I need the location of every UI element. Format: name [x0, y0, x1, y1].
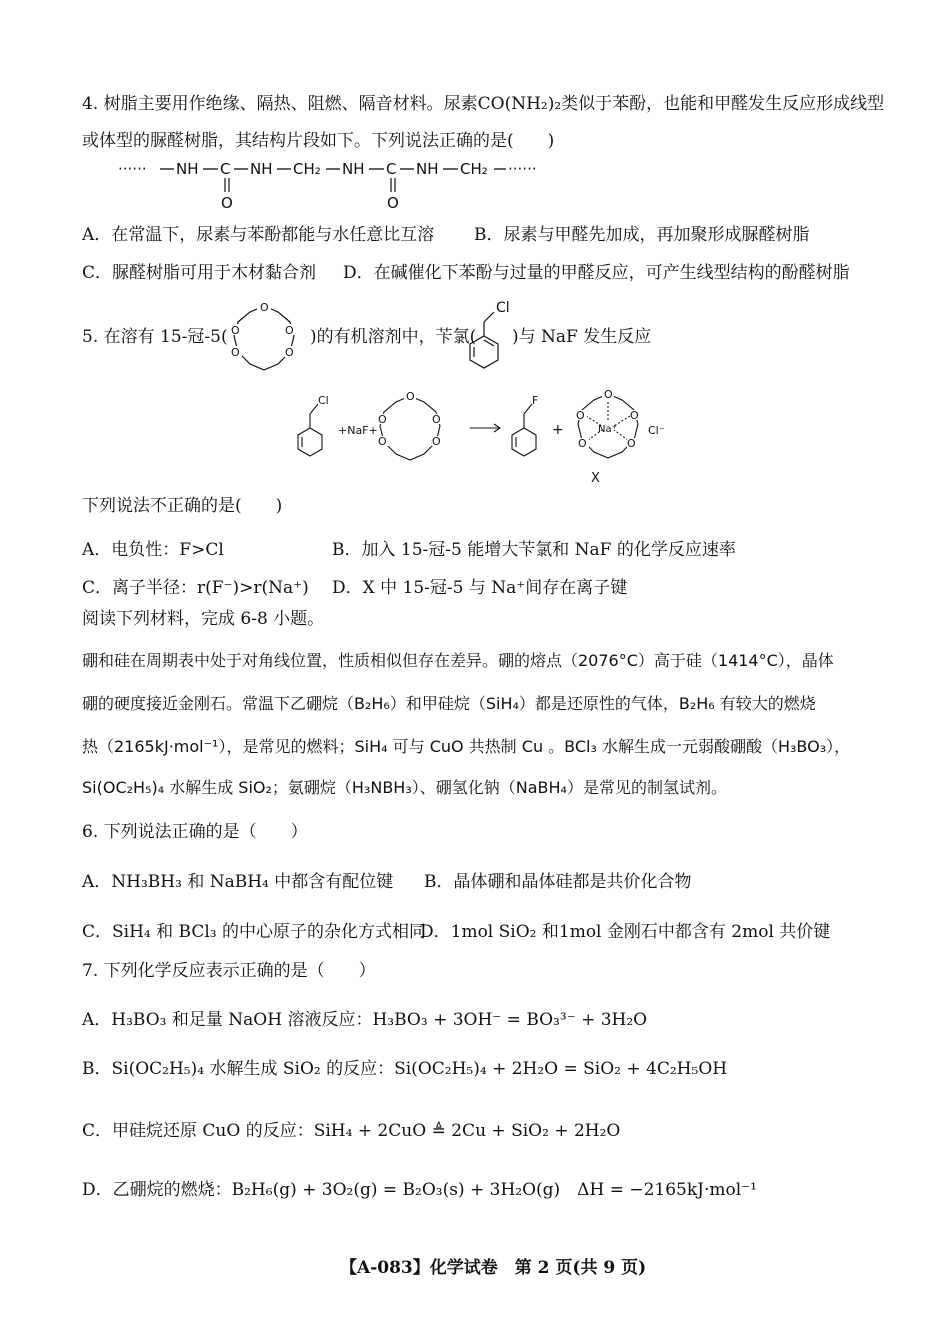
- scheme-crown-o2: O: [432, 413, 441, 426]
- q4-option-d: D．在碱催化下苯酚与过量的甲醛反应，可产生线型结构的酚醛树脂: [343, 263, 850, 283]
- q4-option-c: C．脲醛树脂可用于木材黏合剂: [82, 263, 317, 283]
- scheme-x-o2: O: [576, 409, 585, 422]
- scheme-x-o3: O: [630, 409, 639, 422]
- q4-dots-left: ······: [118, 160, 147, 178]
- q6-option-b: B．晶体硼和晶体硅都是共价化合物: [424, 872, 692, 892]
- page-footer: 【A-083】化学试卷 第 2 页(共 9 页): [340, 1258, 647, 1278]
- scheme-f: F: [532, 394, 539, 407]
- scheme-crown-o1: O: [406, 390, 415, 403]
- q7-stem: 7. 下列化学反应表示正确的是（ ）: [82, 961, 376, 981]
- benzyl-chloride-structure: [460, 298, 520, 376]
- q4-ch2-2: CH₂: [460, 160, 488, 178]
- q4-nh1: NH: [176, 160, 199, 178]
- q4-line2: 或体型的脲醛树脂，其结构片段如下。下列说法正确的是( ): [82, 131, 555, 151]
- q5-option-a: A．电负性：F>Cl: [82, 540, 224, 560]
- q4-c1: C: [220, 160, 231, 178]
- q4-option-b: B．尿素与甲醛先加成，再加聚形成脲醛树脂: [474, 225, 810, 245]
- benzyl-cl-label: Cl: [496, 300, 510, 316]
- crown-o-lower-left: O: [231, 346, 240, 359]
- scheme-x-label: X: [591, 471, 600, 486]
- q4-line1-tail: 类似于苯酚，也能和甲醛发生反应形成线型: [561, 94, 885, 114]
- scheme-x-o4: O: [578, 437, 587, 450]
- q4-dots-right: ······: [508, 160, 537, 178]
- reading-intro: 阅读下列材料，完成 6-8 小题。: [82, 609, 325, 629]
- q4-nh4: NH: [416, 160, 439, 178]
- q6-option-c: C．SiH₄ 和 BCl₃ 的中心原子的杂化方式相同: [82, 922, 427, 942]
- scheme-plus-naf: +NaF+: [338, 424, 378, 437]
- q5-option-c: C．离子半径：r(F⁻)>r(Na⁺): [82, 578, 309, 598]
- scheme-x-o5: O: [627, 437, 636, 450]
- q6-option-a: A．NH₃BH₃ 和 NaBH₄ 中都含有配位键: [82, 872, 394, 892]
- crown-o-right: O: [285, 324, 294, 337]
- q4-ch2-1: CH₂: [293, 160, 321, 178]
- scheme-cl: Cl: [318, 394, 329, 407]
- crown-o-lower-right: O: [285, 346, 294, 359]
- q6-stem: 6. 下列说法正确的是（ ）: [82, 822, 308, 842]
- q4-nh2: NH: [250, 160, 273, 178]
- reading-paragraph-line4: Si(OC₂H₅)₄ 水解生成 SiO₂；氨硼烷（H₃NBH₃）、硼氢化钠（NaBH₄）是常见的制氢试剂。: [82, 778, 727, 797]
- scheme-cl-minus: Cl⁻: [648, 424, 665, 437]
- q4-c2: C: [386, 160, 397, 178]
- q4-line1: [82, 94, 884, 114]
- q5-option-d: D．X 中 15-冠-5 与 Na⁺间存在离子键: [332, 578, 628, 598]
- q5-reaction-scheme: [290, 388, 710, 490]
- q7-option-c: C．甲硅烷还原 CuO 的反应：SiH₄ + 2CuO ≜ 2Cu + SiO₂ + 2H₂O: [82, 1121, 621, 1141]
- q7-option-a: A．H₃BO₃ 和足量 NaOH 溶液反应：H₃BO₃ + 3OH⁻ = BO₃³⁻ + 3H₂O: [82, 1010, 648, 1030]
- crown-ether-structure: [218, 298, 310, 380]
- q5-stem-c: )与 NaF 发生反应: [512, 327, 652, 347]
- q4-o2: O: [387, 194, 399, 212]
- scheme-x-o1: O: [604, 388, 613, 401]
- q5-stem-b: )的有机溶剂中，苄氯(: [310, 327, 477, 347]
- q5-stem-a: 5. 在溶有 15-冠-5(: [82, 327, 228, 347]
- scheme-plus: +: [552, 422, 564, 438]
- reading-paragraph-line3: 热（2165kJ·mol⁻¹），是常见的燃料；SiH₄ 可与 CuO 共热制 Cu 。BCl₃ 水解生成一元弱酸硼酸（H₃BO₃），: [82, 737, 851, 756]
- q7-option-d: D．乙硼烷的燃烧：B₂H₆(g) + 3O₂(g) = B₂O₃(s) + 3H₂O(g) ΔH = −2165kJ·mol⁻¹: [82, 1180, 757, 1200]
- scheme-crown-o4: O: [378, 413, 387, 426]
- scheme-crown-o3: O: [432, 435, 441, 448]
- q4-urea-resin-structure: [118, 154, 558, 214]
- q5-question: 下列说法不正确的是( ): [82, 496, 283, 516]
- reading-paragraph-line2: 硼的硬度接近金刚石。常温下乙硼烷（B₂H₆）和甲硅烷（SiH₄）都是还原性的气体，B₂H₆ 有较大的燃烧: [82, 694, 816, 713]
- q4-option-a: A．在常温下，尿素与苯酚都能与水任意比互溶: [82, 225, 435, 245]
- q7-option-b: B．Si(OC₂H₅)₄ 水解生成 SiO₂ 的反应：Si(OC₂H₅)₄ + 2H₂O = SiO₂ + 4C₂H₅OH: [82, 1059, 728, 1079]
- q4-urea-formula: CO(NH₂)₂: [477, 94, 562, 114]
- scheme-crown-o5: O: [378, 435, 387, 448]
- reading-paragraph-line1: 硼和硅在周期表中处于对角线位置，性质相似但存在差异。硼的熔点（2076°C）高于硅（1414°C），晶体: [82, 651, 834, 670]
- q4-o1: O: [221, 194, 233, 212]
- q4-line1-text: 4. 树脂主要用作绝缘、隔热、阻燃、隔音材料。尿素: [82, 94, 478, 114]
- crown-o-top: O: [260, 301, 269, 314]
- crown-o-left: O: [231, 324, 240, 337]
- scheme-na-plus: Na⁺: [598, 424, 617, 435]
- q5-option-b: B．加入 15-冠-5 能增大苄氯和 NaF 的化学反应速率: [332, 540, 736, 560]
- q4-nh3: NH: [342, 160, 365, 178]
- q6-option-d: D．1mol SiO₂ 和1mol 金刚石中都含有 2mol 共价键: [420, 922, 831, 942]
